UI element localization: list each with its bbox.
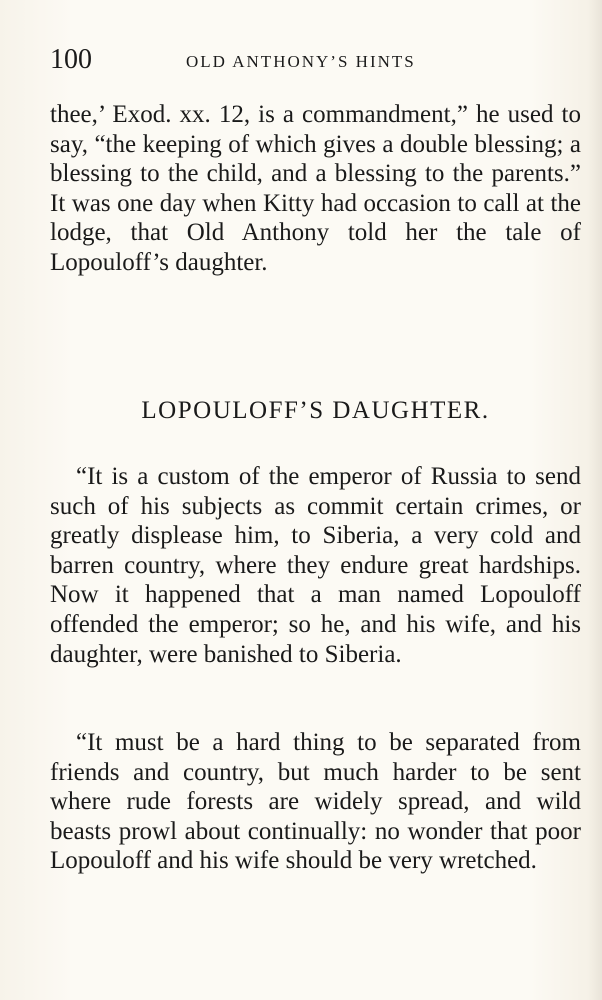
paragraph-opening: thee,’ Exod. xx. 12, is a commandment,” he used to say, “the keeping of which gives a double blessing; a blessing to the child, and a blessing to the parents.” It was one day when Kitty had occasion to call at the lodge, that Old Anthony told her the tale of Lopouloff’s daughter. bbox=[50, 101, 581, 276]
running-title: OLD ANTHONY’S HINTS bbox=[186, 52, 416, 71]
section-heading: LOPOULOFF’S DAUGHTER. bbox=[141, 397, 490, 424]
page-edge-shadow bbox=[588, 0, 602, 1000]
page-number: 100 bbox=[50, 44, 92, 75]
running-header bbox=[50, 44, 562, 76]
paragraph-separation: “It must be a hard thing to be separated from friends and country, but much harder to be sent where rude forests are widely spread, and wild beasts prowl about continually: no wonder that poor Lopouloff and his wife should be very wretched. bbox=[50, 729, 581, 875]
paragraph-siberia: “It is a custom of the emperor of Russia to send such of his subjects as commit certain crimes, or greatly displease him, to Siberia, a very cold and barren country, where they endure great hardships. Now it happened that a man named Lopouloff offended the emperor; so he, and his wife, and his daughter, were banished to Siberia. bbox=[50, 463, 581, 668]
